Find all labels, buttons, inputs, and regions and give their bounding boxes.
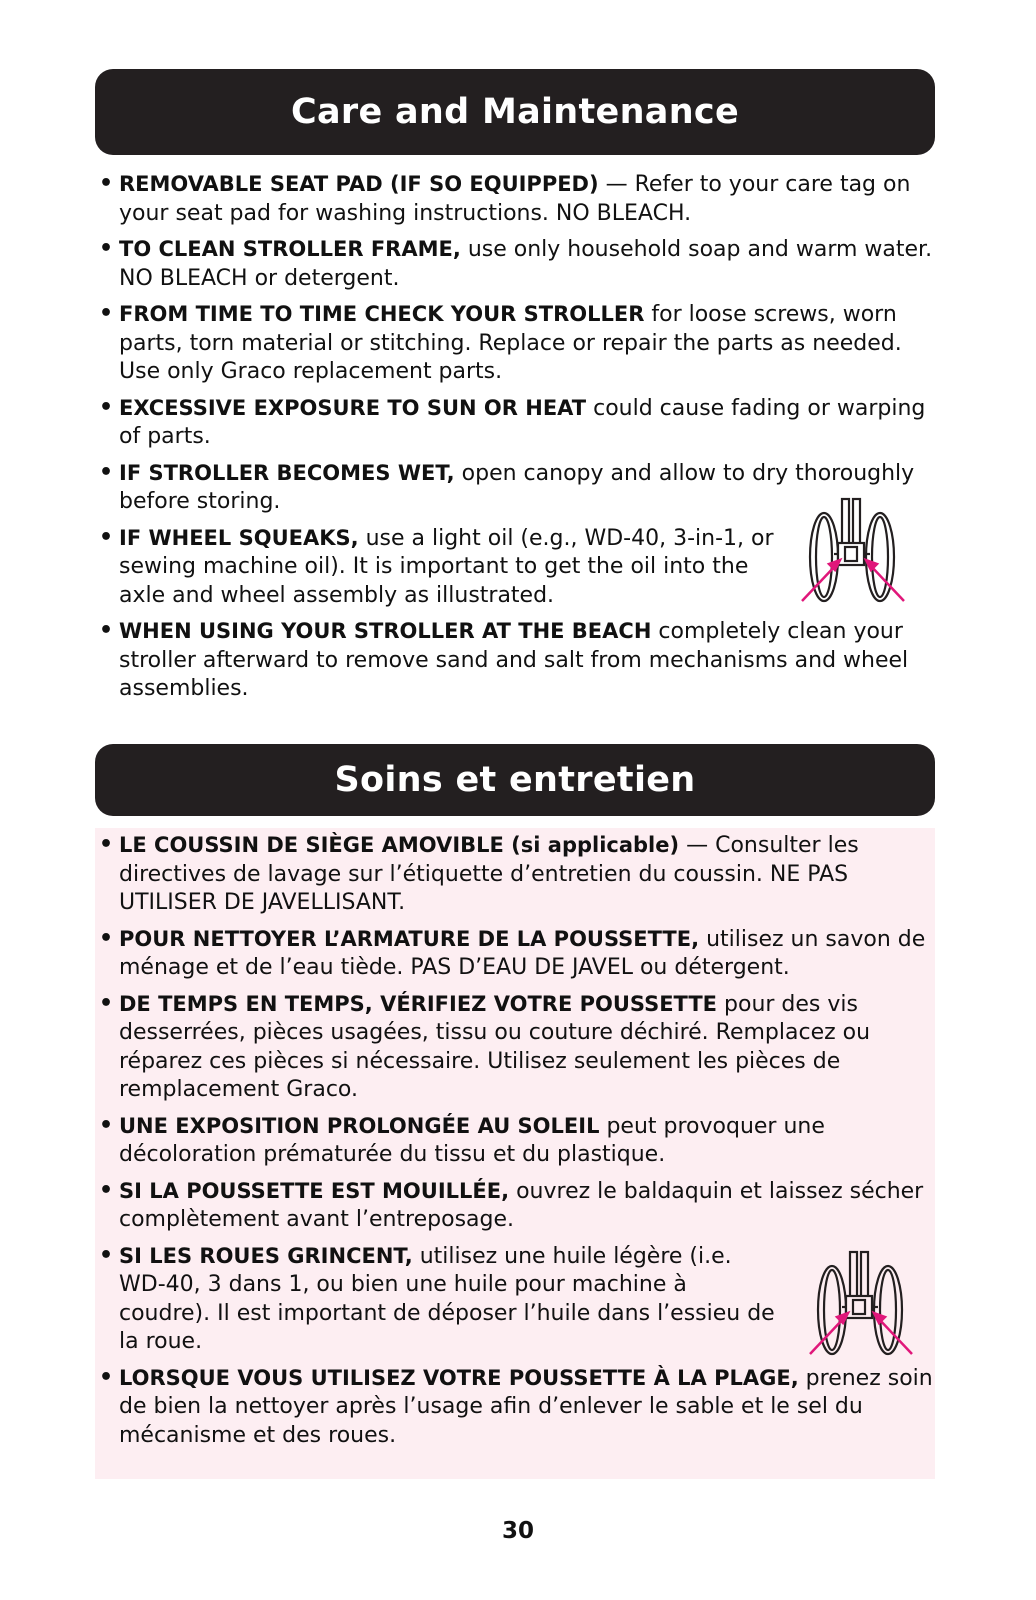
list-item: • LE COUSSIN DE SIÈGE AMOVIBLE (si applicable) — Consulter les directives de lavage sur l’étiquette d’entretien du coussin. NE PAS UTILISER DE JAVELLISANT.	[99, 832, 859, 915]
page-number: 30	[501, 1518, 534, 1544]
wheel-axle-illustration-icon	[808, 1250, 918, 1362]
list-item: • WHEN USING YOUR STROLLER AT THE BEACH completely clean your stroller afterward to remove sand and salt from mechanisms and wheel assemblies.	[99, 618, 909, 701]
care-maintenance-banner	[95, 69, 935, 155]
english-care-list	[95, 170, 935, 711]
section-title: Soins et entretien	[334, 760, 696, 800]
list-item: • DE TEMPS EN TEMPS, VÉRIFIEZ VOTRE POUSSETTE pour des vis desserrées, pièces usagées, tissu ou couture déchiré. Remplacez ou réparez ces pièces si nécessaire. Utilisez seulement les pièces de remplacement Graco.	[99, 990, 871, 1102]
list-item: • SI LES ROUES GRINCENT, utilisez une huile légère (i.e. WD-40, 3 dans 1, ou bien une huile pour machine à coudre). Il est important de déposer l’huile dans l’essieu de la roue.	[99, 1242, 775, 1354]
list-item: • REMOVABLE SEAT PAD (IF SO EQUIPPED) — Refer to your care tag on your seat pad for washing instructions. NO BLEACH.	[99, 171, 911, 226]
list-item: • UNE EXPOSITION PROLONGÉE AU SOLEIL peut provoquer une décoloration prématurée du tissu et du plastique.	[99, 1112, 825, 1167]
list-item: • LORSQUE VOUS UTILISEZ VOTRE POUSSETTE À LA PLAGE, prenez soin de bien la nettoyer après l’usage afin d’enlever le sable et le sel du mécanisme et des roues.	[99, 1364, 933, 1448]
list-item: • SI LA POUSSETTE EST MOUILLÉE, ouvrez le baldaquin et laissez sécher complètement avant l’entreposage.	[99, 1177, 924, 1232]
french-care-list	[95, 828, 935, 1479]
section-title: Care and Maintenance	[290, 92, 740, 132]
list-item: • IF STROLLER BECOMES WET, open canopy and allow to dry thoroughly before storing.	[99, 459, 915, 514]
list-item: • EXCESSIVE EXPOSURE TO SUN OR HEAT could cause fading or warping of parts.	[99, 394, 926, 449]
list-item: • FROM TIME TO TIME CHECK YOUR STROLLER for loose screws, worn parts, torn material or stitching. Replace or repair the parts as needed. Use only Graco replacement parts.	[99, 301, 902, 384]
list-item: • POUR NETTOYER L’ARMATURE DE LA POUSSETTE, utilisez un savon de ménage et de l’eau tiède. PAS D’EAU DE JAVEL ou détergent.	[99, 925, 926, 980]
list-item: • IF WHEEL SQUEAKS, use a light oil (e.g., WD-40, 3-in-1, or sewing machine oil). It is important to get the oil into the axle and wheel assembly as illustrated.	[99, 524, 774, 608]
soins-entretien-banner	[95, 744, 935, 816]
list-item: • TO CLEAN STROLLER FRAME, use only household soap and warm water. NO BLEACH or detergent.	[99, 236, 933, 291]
wheel-axle-illustration-icon	[800, 497, 910, 609]
